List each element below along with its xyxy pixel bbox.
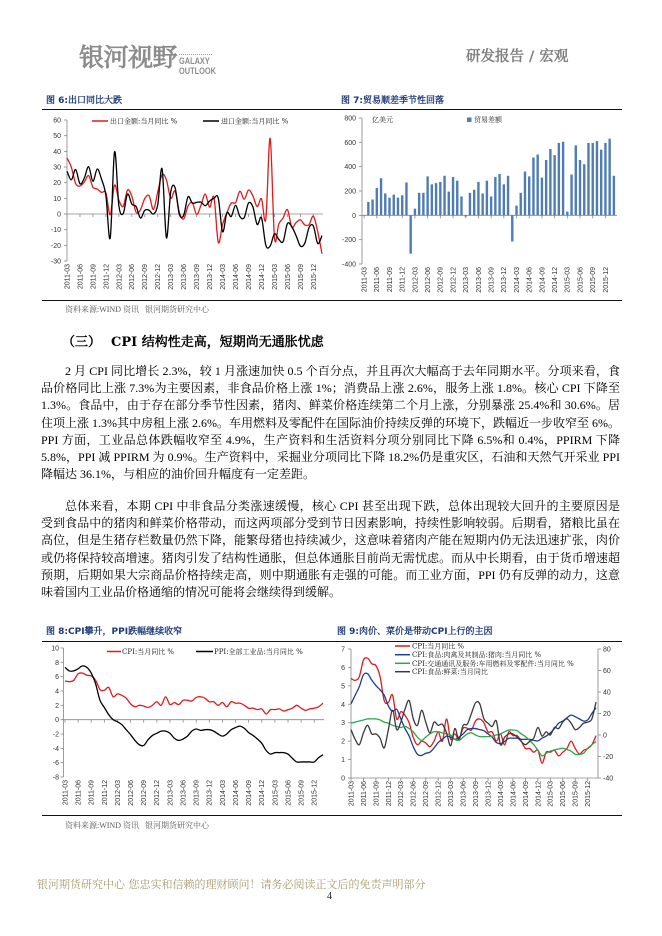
y-tick-label: 400 — [344, 164, 356, 172]
x-tick-label: 2012-03 — [114, 780, 122, 806]
paragraph-outlook — [41, 498, 620, 601]
y2-tick-label: 0 — [603, 732, 607, 740]
x-tick-label: 2014-06 — [510, 781, 518, 807]
y2-tick-label: 60 — [603, 668, 611, 675]
y-tick-label: 20 — [53, 180, 61, 188]
x-tick-label: 2013-09 — [193, 780, 201, 806]
y-tick-label: -200 — [341, 237, 356, 245]
x-tick-label: 2015-06 — [560, 781, 568, 807]
x-tick-label: 2012-06 — [129, 264, 137, 290]
trade-balance-bar — [393, 195, 395, 216]
export-import-yoy-chart — [30, 110, 330, 300]
legend-label: CPI:当月同比 % — [122, 648, 175, 656]
y-tick-label: 40 — [53, 148, 61, 156]
x-tick-label: 2011-03 — [348, 781, 356, 807]
x-tick-label: 2011-12 — [103, 264, 111, 290]
x-tick-label: 2013-12 — [207, 264, 215, 290]
x-tick-label: 2013-06 — [475, 267, 483, 293]
body-text-line: 住项上涨 1.3%其中房租上涨 2.6%。车用燃料及零配件在国际油价持续反弹的环境下，跌幅近一步收窄至 6%。 — [41, 415, 620, 430]
y-tick-label: 10 — [53, 195, 61, 203]
x-tick-label: 2011-03 — [62, 780, 70, 806]
legend-swatch — [467, 118, 472, 123]
trade-balance-bar — [443, 176, 445, 216]
page-number: 4 — [327, 891, 332, 902]
trade-balance-bar — [388, 198, 390, 216]
pork-yoy-line — [351, 673, 596, 755]
cpi-ppi-chart — [30, 641, 330, 815]
trade-balance-bar — [409, 215, 411, 253]
y-tick-label: -20 — [50, 242, 61, 250]
x-tick-label: 2015-06 — [284, 264, 292, 290]
legend-label: PPI:全部工业品:当月同比 % — [214, 648, 303, 656]
trade-balance-bar — [536, 155, 538, 216]
x-tick-label: 2011-06 — [374, 267, 382, 293]
y-tick-label: 5 — [341, 683, 345, 691]
trade-balance-bar — [592, 143, 594, 215]
x-tick-label: 2011-06 — [77, 264, 85, 290]
x-tick-label: 2011-03 — [361, 267, 369, 293]
trade-balance-bar — [469, 193, 471, 216]
y-axis-unit-label: 亿美元 — [372, 116, 393, 124]
trade-balance-bar — [473, 190, 475, 216]
y-tick-label: 8 — [55, 659, 59, 667]
figure-9-title: 图 9:肉价、菜价是带动CPI上行的主因 — [337, 627, 493, 637]
y-tick-label: 2 — [55, 702, 59, 710]
body-text-line: 味着国内工业品价格通缩的情况可能将会继续得到缓解。 — [41, 584, 342, 599]
trade-balance-bar — [490, 196, 492, 215]
trade-balance-bar — [456, 181, 458, 216]
x-tick-label: 2011-12 — [101, 780, 109, 806]
x-tick-label: 2013-03 — [167, 780, 175, 806]
x-tick-label: 2012-12 — [435, 781, 443, 807]
y-tick-label: 0 — [352, 212, 356, 220]
trade-balance-bar — [596, 141, 598, 215]
y-tick-label: 200 — [344, 188, 356, 196]
y2-tick-label: 40 — [603, 689, 611, 697]
trade-balance-bar — [401, 195, 403, 215]
body-text-line: 高位，但是生猪存栏数量仍然下降，能繁母猪也持续减少，这意味着猪肉产能在短期内仍无法迅速扩张，肉价 — [41, 533, 620, 548]
trade-balance-bar — [553, 155, 555, 215]
trade-balance-bar — [545, 160, 547, 215]
trade-balance-bar — [481, 193, 483, 215]
figure-source-note: 资料来源:WIND 资讯 银河期货研究中心 — [65, 305, 209, 314]
trade-balance-bar — [558, 143, 560, 215]
y-tick-label: 3 — [341, 720, 345, 728]
section-number: （三） — [62, 335, 102, 350]
x-tick-label: 2015-12 — [602, 267, 610, 293]
trade-balance-bar — [570, 175, 572, 216]
x-tick-label: 2012-03 — [412, 267, 420, 293]
body-text-line: PPI 方面，工业品总体跌幅收窄至 4.9%，生产资料和生活资料分项分别同比下降 6.5%和 0.4%，PPIRM 下降 — [41, 432, 620, 447]
trade-balance-bar — [511, 215, 513, 241]
y-tick-label: 4 — [341, 701, 345, 709]
y2-tick-label: 80 — [603, 646, 611, 654]
body-text-line: 受到食品中的猪肉和鲜菜价格带动，而这两项部分受到节日因素影响，持续性影响较弱。后期看，猪粮比虽在 — [41, 516, 620, 531]
trade-balance-bar — [376, 188, 378, 215]
x-tick-label: 2015-03 — [547, 781, 555, 807]
trade-balance-bar — [524, 172, 526, 216]
trade-balance-bar — [566, 212, 568, 216]
trade-balance-bar — [477, 182, 479, 215]
trade-balance-bar — [448, 192, 450, 216]
x-tick-label: 2013-06 — [180, 780, 188, 806]
trade-balance-chart — [335, 110, 625, 300]
x-tick-label: 2015-03 — [564, 267, 572, 293]
trade-balance-bar — [452, 177, 454, 215]
y-tick-label: 4 — [55, 688, 59, 696]
trade-balance-bar — [579, 160, 581, 215]
trade-balance-bar — [587, 143, 589, 215]
y-tick-label: -400 — [341, 261, 356, 269]
trade-balance-bar — [431, 184, 433, 215]
logo-english-line2: OUTLOOK — [179, 66, 216, 76]
x-tick-label: 2013-03 — [168, 264, 176, 290]
x-tick-label: 2011-06 — [75, 780, 83, 806]
x-tick-label: 2013-12 — [501, 267, 509, 293]
x-tick-label: 2012-09 — [437, 267, 445, 293]
x-tick-label: 2012-03 — [116, 264, 124, 290]
trade-balance-bar — [503, 184, 505, 215]
y-tick-label: 0 — [341, 775, 345, 783]
y2-tick-label: 20 — [603, 711, 611, 718]
legend-label: 出口金额:当月同比 % — [110, 117, 178, 126]
y-tick-label: 0 — [55, 717, 59, 725]
y-tick-label: 50 — [53, 133, 61, 141]
trade-balance-bar — [532, 158, 534, 216]
x-tick-label: 2014-09 — [539, 267, 547, 293]
y-tick-label: 6 — [55, 674, 59, 682]
legend-label: CPI:当月同比 % — [412, 642, 465, 651]
x-tick-label: 2015-12 — [310, 264, 318, 290]
x-tick-label: 2011-12 — [399, 267, 407, 293]
cpi-components-chart — [335, 641, 625, 815]
y-tick-label: -10 — [50, 227, 61, 235]
trade-balance-bar — [541, 178, 543, 216]
import-yoy-line — [67, 152, 322, 249]
x-tick-label: 2012-06 — [425, 267, 433, 293]
x-tick-label: 2012-12 — [154, 780, 162, 806]
trade-balance-bar — [435, 183, 437, 215]
x-tick-label: 2015-09 — [572, 781, 580, 807]
body-text-line: 预期，后期如果大宗商品价格持续走高，则中期通胀有走强的可能。而工业方面，PPI 仍有反弹的动力，这意 — [41, 567, 620, 582]
y-tick-label: -8 — [52, 774, 59, 782]
y-tick-label: 10 — [51, 645, 59, 653]
x-tick-label: 2012-06 — [127, 780, 135, 806]
x-tick-label: 2014-06 — [526, 267, 534, 293]
trade-balance-bar — [367, 202, 369, 215]
trade-balance-bar — [528, 176, 530, 215]
figure-8-title: 图 8:CPI攀升，PPI跌幅继续收窄 — [46, 627, 183, 637]
y-tick-label: -30 — [50, 258, 61, 266]
x-tick-label: 2011-09 — [88, 780, 96, 806]
x-tick-label: 2015-06 — [285, 780, 293, 806]
x-tick-label: 2011-09 — [386, 267, 394, 293]
x-tick-label: 2013-03 — [448, 781, 456, 807]
y-tick-label: -4 — [52, 745, 59, 753]
trade-balance-bar — [494, 177, 496, 215]
trade-balance-bar — [418, 193, 420, 216]
x-tick-label: 2012-06 — [410, 781, 418, 807]
x-tick-label: 2014-12 — [258, 264, 266, 290]
trade-balance-bar — [583, 164, 585, 215]
x-tick-label: 2014-12 — [259, 780, 267, 806]
x-tick-label: 2013-12 — [206, 780, 214, 806]
x-tick-label: 2013-03 — [463, 267, 471, 293]
x-tick-label: 2015-09 — [590, 267, 598, 293]
x-tick-label: 2015-03 — [272, 780, 280, 806]
y-tick-label: -2 — [52, 731, 59, 739]
trade-balance-bar — [604, 143, 606, 215]
trade-balance-bar — [486, 181, 488, 216]
x-tick-label: 2012-12 — [450, 267, 458, 293]
trade-balance-bar — [515, 206, 517, 216]
y-tick-label: 2 — [341, 738, 345, 746]
paragraph-cpi-ppi — [41, 363, 620, 483]
x-tick-label: 2014-03 — [219, 264, 227, 290]
legend-label: 进口金额:当月同比 % — [221, 117, 289, 126]
x-tick-label: 2012-03 — [398, 781, 406, 807]
figure-bottom-rule — [42, 300, 622, 301]
legend-label: 贸易差额 — [474, 116, 502, 124]
figure-bottom-rule — [42, 815, 622, 816]
ppi-yoy-line — [65, 666, 323, 762]
trade-balance-bar — [608, 139, 610, 216]
trade-balance-bar — [562, 142, 564, 216]
body-text-line: 品价格同比上涨 7.3%为主要因素，非食品价格上涨 1%；消费品上涨 2.6%，服务上涨 1.8%。核心 CPI 下降至 — [41, 381, 620, 396]
trade-balance-bar — [613, 176, 615, 216]
x-tick-label: 2014-06 — [232, 780, 240, 806]
y-tick-label: 6 — [341, 664, 345, 672]
x-tick-label: 2012-12 — [155, 264, 163, 290]
trade-balance-bar — [414, 209, 416, 216]
trade-balance-bar — [426, 176, 428, 215]
y-tick-label: -6 — [52, 760, 59, 768]
x-tick-label: 2015-09 — [298, 780, 306, 806]
trade-balance-bar — [405, 182, 407, 215]
trade-balance-bar — [498, 174, 500, 215]
x-tick-label: 2011-09 — [90, 264, 98, 290]
report-category: 研发报告 / 宏观 — [466, 49, 569, 65]
x-tick-label: 2014-09 — [522, 781, 530, 807]
y2-tick-label: -40 — [603, 775, 614, 783]
y-tick-label: 30 — [53, 164, 61, 172]
x-tick-label: 2015-12 — [311, 780, 319, 806]
y-tick-label: 60 — [53, 117, 61, 125]
x-tick-label: 2014-03 — [219, 780, 227, 806]
body-text-line: 或仍将保持较高增速。猪肉引发了结构性通胀，但总体通胀目前尚无需忧虑。而从中长期看，由于货币增速超 — [41, 550, 620, 565]
x-tick-label: 2013-06 — [181, 264, 189, 290]
x-tick-label: 2015-03 — [271, 264, 279, 290]
trade-balance-bar — [507, 176, 509, 216]
y-tick-label: 1 — [341, 757, 345, 765]
x-tick-label: 2013-12 — [485, 781, 493, 807]
trade-balance-bar — [549, 149, 551, 215]
x-tick-label: 2012-09 — [141, 780, 149, 806]
section-title: CPI 结构性走高，短期尚无通胀忧虑 — [111, 335, 324, 350]
x-tick-label: 2014-03 — [513, 267, 521, 293]
figure-source-note: 资料来源:WIND 资讯 银河期货研究中心 — [65, 821, 209, 830]
x-tick-label: 2014-12 — [552, 267, 560, 293]
trade-balance-bar — [384, 193, 386, 215]
y-tick-label: 0 — [57, 211, 61, 219]
x-tick-label: 2012-09 — [142, 264, 150, 290]
legend-label: CPI:食品:肉禽及其制品:猪肉:当月同比 % — [412, 651, 542, 660]
x-tick-label: 2011-09 — [373, 781, 381, 807]
x-tick-label: 2013-09 — [194, 264, 202, 290]
x-tick-label: 2011-06 — [360, 781, 368, 807]
y-tick-label: 600 — [344, 139, 356, 147]
logo-chinese-text: 银河视野 — [79, 43, 178, 72]
x-tick-label: 2013-09 — [472, 781, 480, 807]
x-tick-label: 2015-06 — [577, 267, 585, 293]
y-tick-label: 7 — [341, 646, 345, 654]
x-tick-label: 2014-09 — [245, 264, 253, 290]
body-text-line: 总体来看，本期 CPI 中非食品分类涨速缓慢，核心 CPI 甚至出现下跌，总体出现较大回升的主要原因是 — [65, 499, 620, 513]
x-tick-label: 2012-09 — [423, 781, 431, 807]
trade-balance-bar — [397, 198, 399, 216]
figure-7-title: 图 7:贸易顺差季节性回落 — [341, 96, 444, 106]
legend-label: CPI:交通通讯及服务:车用燃料及零配件:当月同比 % — [412, 659, 574, 668]
x-tick-label: 2015-09 — [297, 264, 305, 290]
trade-balance-bar — [465, 215, 467, 216]
logo-decoration — [179, 54, 212, 55]
figure-6-title: 图 6:出口同比大跌 — [46, 96, 122, 106]
trade-balance-bar — [460, 196, 462, 215]
y2-tick-label: -20 — [603, 754, 614, 761]
trade-balance-bar — [575, 145, 577, 215]
x-tick-label: 2014-12 — [535, 781, 543, 807]
x-tick-label: 2013-09 — [488, 267, 496, 293]
export-yoy-line — [67, 138, 322, 254]
trade-balance-bar — [422, 193, 424, 216]
trade-balance-bar — [600, 150, 602, 216]
trade-balance-bar — [520, 193, 522, 216]
x-tick-label: 2011-03 — [64, 264, 72, 290]
body-text-line: 降幅达 36.1%，与相应的油价回升幅度有一定差距。 — [41, 467, 315, 482]
x-tick-label: 2013-06 — [460, 781, 468, 807]
body-text-line: 2 月 CPI 同比增长 2.3%，较 1 月涨速加快 0.5 个百分点，并且再次大幅高于去年同期水平。分项来看，食 — [65, 364, 620, 378]
logo-english-line1: GALAXY — [179, 56, 210, 66]
x-tick-label: 2014-06 — [232, 264, 240, 290]
x-tick-label: 2015-12 — [585, 781, 593, 807]
trade-balance-bar — [439, 182, 441, 215]
footer-disclaimer: 银河期货研究中心 您忠实和信赖的理财顾问！请务必阅读正文后的免责声明部分 — [37, 878, 426, 891]
y-tick-label: 800 — [344, 115, 356, 123]
x-tick-label: 2011-12 — [385, 781, 393, 807]
x-tick-label: 2014-03 — [497, 781, 505, 807]
x-tick-label: 2014-09 — [246, 780, 254, 806]
body-text-line: 5.8%，PPI 减 PPIRM 为 0.9%。生产资料中，采掘业分项同比下降 18.2%仍是重灾区，石油和天然气开采业 PPI — [41, 449, 620, 464]
legend-label: CPI:食品:鲜菜:当月同比 — [412, 668, 488, 677]
body-text-line: 1.3%。食品中，由于存在部分季节性因素，猪肉、鲜菜价格连续第二个月上涨，分别暴涨 25.4%和 30.6%。居 — [41, 398, 620, 413]
trade-balance-bar — [380, 178, 382, 215]
cpi-yoy-line — [65, 673, 323, 714]
trade-balance-bar — [371, 200, 373, 216]
